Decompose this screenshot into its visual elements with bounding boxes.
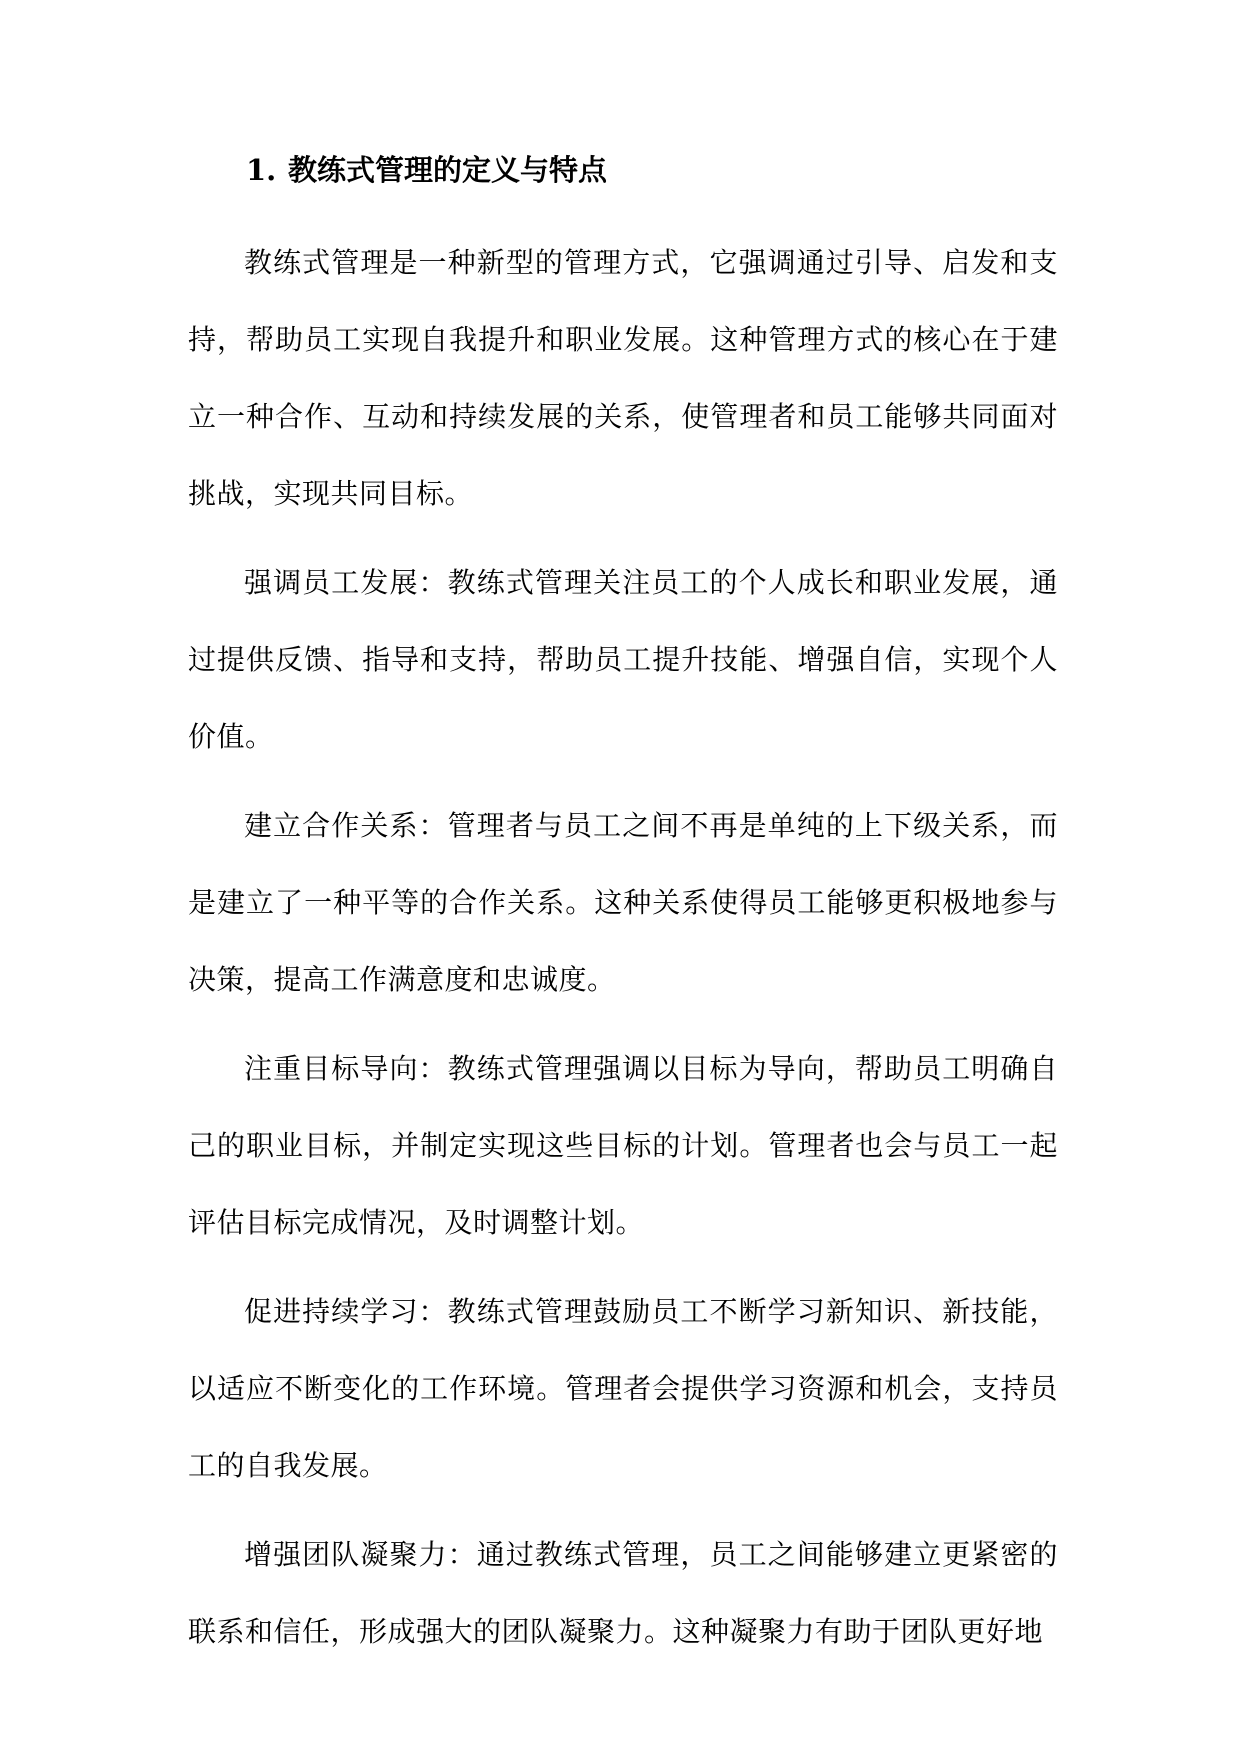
paragraph-definition: 教练式管理是一种新型的管理方式，它强调通过引导、启发和支持，帮助员工实现自我提升和职业发展。这种管理方式的核心在于建立一种合作、互动和持续发展的关系，使管理者和员工能够共同面对挑战，实现共同目标。: [188, 246, 1058, 510]
section-title: 教练式管理的定义与特点: [288, 153, 608, 187]
section-heading: [188, 140, 1058, 200]
paragraph-cooperation: 建立合作关系：管理者与员工之间不再是单纯的上下级关系，而是建立了一种平等的合作关系。这种关系使得员工能够更积极地参与决策，提高工作满意度和忠诚度。: [188, 809, 1058, 996]
paragraph-team-cohesion: 增强团队凝聚力：通过教练式管理，员工之间能够建立更紧密的联系和信任，形成强大的团队凝聚力。这种凝聚力有助于团队更好地: [188, 1538, 1058, 1648]
document-body: [188, 140, 1058, 1682]
paragraph-employee-development: 强调员工发展：教练式管理关注员工的个人成长和职业发展，通过提供反馈、指导和支持，帮助员工提升技能、增强自信，实现个人价值。: [188, 566, 1058, 753]
paragraph-continuous-learning: 促进持续学习：教练式管理鼓励员工不断学习新知识、新技能，以适应不断变化的工作环境。管理者会提供学习资源和机会，支持员工的自我发展。: [188, 1295, 1058, 1482]
section-number: 1.: [246, 153, 277, 187]
paragraph-goal-orientation: 注重目标导向：教练式管理强调以目标为导向，帮助员工明确自己的职业目标，并制定实现这些目标的计划。管理者也会与员工一起评估目标完成情况，及时调整计划。: [188, 1052, 1058, 1239]
